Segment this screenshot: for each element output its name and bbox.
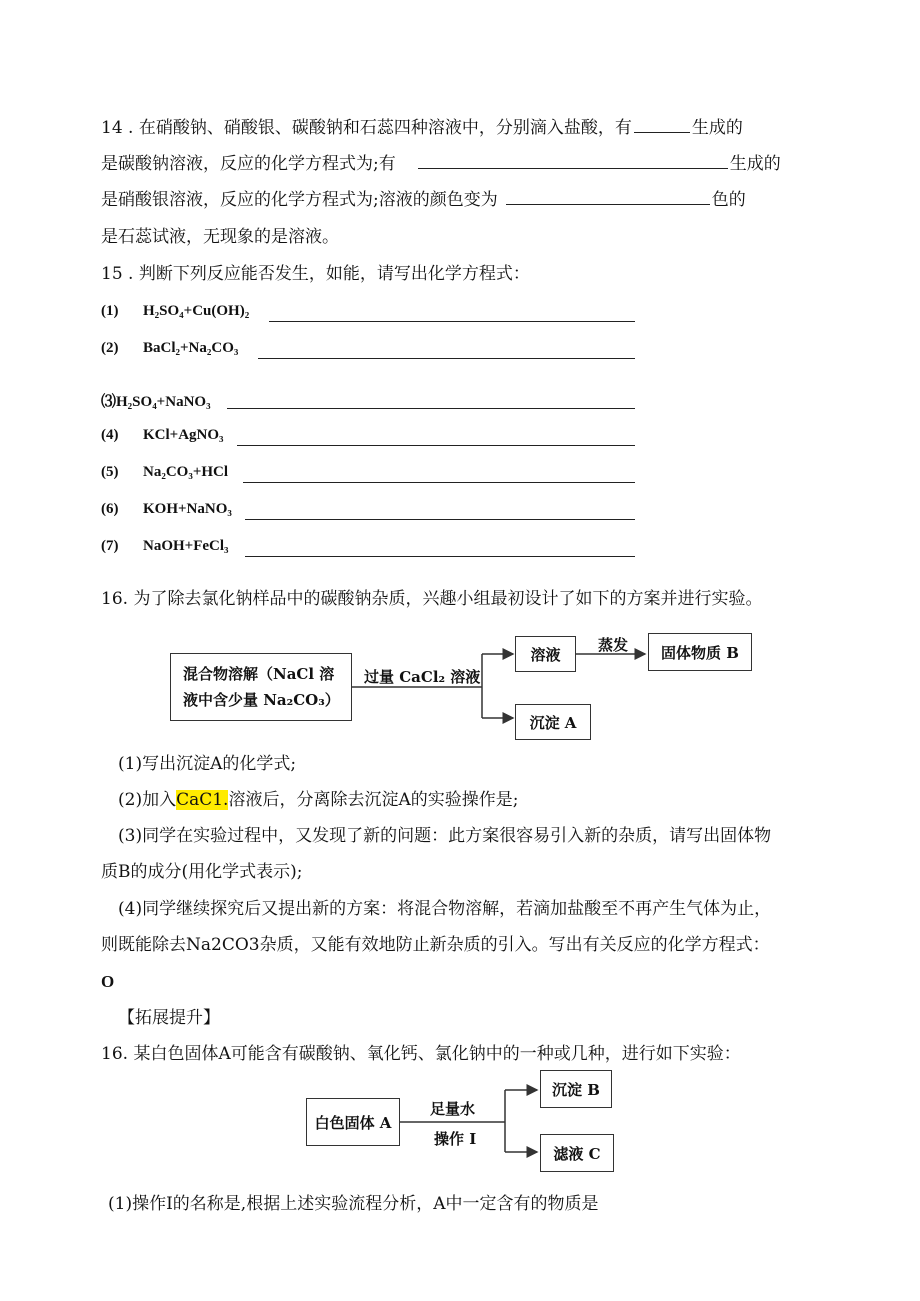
q14-line-2: 是碳酸钠溶液，反应的化学方程式为;有 生成的 (101, 154, 781, 174)
q15-item-4: (4) KCl+AgNO₃ (101, 427, 224, 444)
q15-item-2: (2) BaCl₂+Na₂CO₃ (101, 340, 238, 357)
q15-item-7: (7) NaOH+FeCl₃ (101, 538, 229, 555)
q15-item-6: (6) KOH+NaNO₃ (101, 501, 232, 518)
water-label: 足量水 (430, 1100, 476, 1118)
operation-i-label: 操作 I (434, 1130, 477, 1148)
q16-sub-1: (1)写出沉淀A的化学式; (118, 754, 297, 774)
q14-line-1: 14 . 在硝酸钠、硝酸银、碳酸钠和石蕊四种溶液中，分别滴入盐酸，有 生成的 (101, 118, 743, 138)
q14-line-4: 是石蕊试液，无现象的是溶液。 (101, 227, 339, 247)
q16-sub-2: (2)加入CaC1.溶液后，分离除去沉淀A的实验操作是; (118, 790, 519, 810)
q15-item-5: (5) Na₂CO₃+HCl (101, 464, 228, 481)
precipitate-a-box: 沉淀 A (515, 704, 591, 740)
reagent-cacl2-label: 过量 CaCl₂ 溶液 (364, 668, 481, 686)
extension-header: 【拓展提升】 (118, 1008, 220, 1028)
white-solid-a-box: 白色固体 A (306, 1098, 400, 1146)
q15-item-1: (1) H₂SO₄+Cu(OH)₂ (101, 303, 249, 320)
q15-title: 15 . 判断下列反应能否发生，如能，请写出化学方程式： (101, 264, 530, 284)
q16-sub-4-line-1: (4)同学继续探究后又提出新的方案：将混合物溶解，若滴加盐酸至不再产生气体为止， (118, 899, 772, 919)
mixture-dissolve-box: 混合物溶解（NaCl 溶 液中含少量 Na₂CO₃） (170, 653, 352, 721)
q15-item-3: ⑶H₂SO₄+NaNO₃ (101, 390, 211, 411)
q14-line-3: 是硝酸银溶液，反应的化学方程式为;溶液的颜色变为 色的 (101, 190, 746, 210)
q16-sub-3-line-2: 质B的成分(用化学式表示); (101, 862, 303, 882)
q16-sub-3-line-1: (3)同学在实验过程中，又发现了新的问题：此方案很容易引入新的杂质，请写出固体物 (118, 826, 772, 846)
filtrate-c-box: 滤液 C (540, 1134, 614, 1172)
precipitate-b-box: 沉淀 B (540, 1070, 612, 1108)
q16-sub-4-line-3: O (101, 972, 115, 991)
solution-box: 溶液 (515, 636, 576, 672)
solid-b-box: 固体物质 B (648, 633, 752, 671)
extension-q16-title: 16. 某白色固体A可能含有碳酸钠、氧化钙、氯化钠中的一种或几种，进行如下实验： (101, 1044, 741, 1064)
q16-sub-4-line-2: 则既能除去Na2CO3杂质，又能有效地防止新杂质的引入。写出有关反应的化学方程式： (101, 935, 770, 955)
evaporate-label: 蒸发 (598, 636, 629, 654)
q16-title: 16. 为了除去氯化钠样品中的碳酸钠杂质，兴趣小组最初设计了如下的方案并进行实验。 (101, 589, 763, 609)
extension-sub-1: (1)操作I的名称是,根据上述实验流程分析，A中一定含有的物质是 (108, 1194, 599, 1214)
